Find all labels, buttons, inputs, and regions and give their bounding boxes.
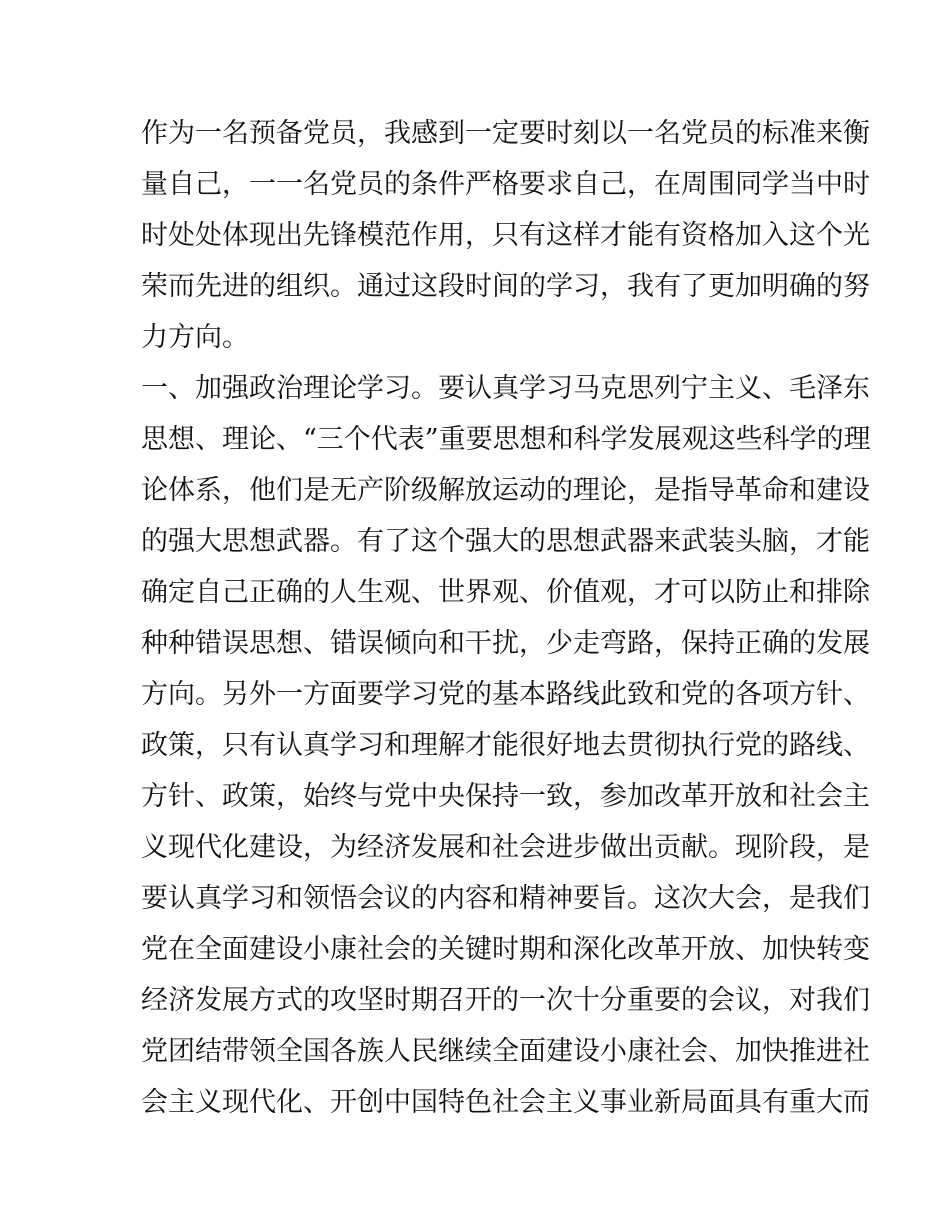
- text-line: 思想、理论、“三个代表”重要思想和科学发展观这些科学的理: [141, 424, 871, 455]
- text-line: 会主义现代化、开创中国特色社会主义事业新局面具有重大而: [141, 1087, 870, 1118]
- text-line: 党团结带领全国各族人民继续全面建设小康社会、加快推进社: [141, 1036, 870, 1067]
- text-line: 时处处体现出先锋模范作用，只有这样才能有资格加入这个光: [141, 220, 870, 251]
- text-line: 论体系，他们是无产阶级解放运动的理论，是指导革命和建设: [141, 475, 870, 506]
- text-line: 作为一名预备党员，我感到一定要时刻以一名党员的标准来衡: [141, 118, 870, 149]
- text-line: 方向。另外一方面要学习党的基本路线此致和党的各项方针、: [141, 679, 870, 710]
- body-text: [141, 108, 871, 1128]
- text-line: 一、加强政治理论学习。要认真学习马克思列宁主义、毛泽东: [141, 373, 870, 404]
- text-line: 政策，只有认真学习和理解才能很好地去贯彻执行党的路线、: [141, 730, 870, 761]
- text-line: 确定自己正确的人生观、世界观、价值观，才可以防止和排除: [141, 577, 870, 608]
- text-line: 的强大思想武器。有了这个强大的思想武器来武装头脑，才能: [141, 526, 870, 557]
- text-line: 量自己，一一名党员的条件严格要求自己，在周围同学当中时: [141, 169, 870, 200]
- text-line: 义现代化建设，为经济发展和社会进步做出贡献。现阶段，是: [141, 832, 870, 863]
- text-line: 种种错误思想、错误倾向和干扰，少走弯路，保持正确的发展: [141, 628, 870, 659]
- text-line: 力方向。: [141, 322, 249, 353]
- text-line: 方针、政策，始终与党中央保持一致，参加改革开放和社会主: [141, 781, 870, 812]
- text-line: 要认真学习和领悟会议的内容和精神要旨。这次大会，是我们: [141, 883, 870, 914]
- text-line: 经济发展方式的攻坚时期召开的一次十分重要的会议，对我们: [141, 985, 870, 1016]
- text-line: 党在全面建设小康社会的关键时期和深化改革开放、加快转变: [141, 934, 870, 965]
- text-line: 荣而先进的组织。通过这段时间的学习，我有了更加明确的努: [141, 271, 870, 302]
